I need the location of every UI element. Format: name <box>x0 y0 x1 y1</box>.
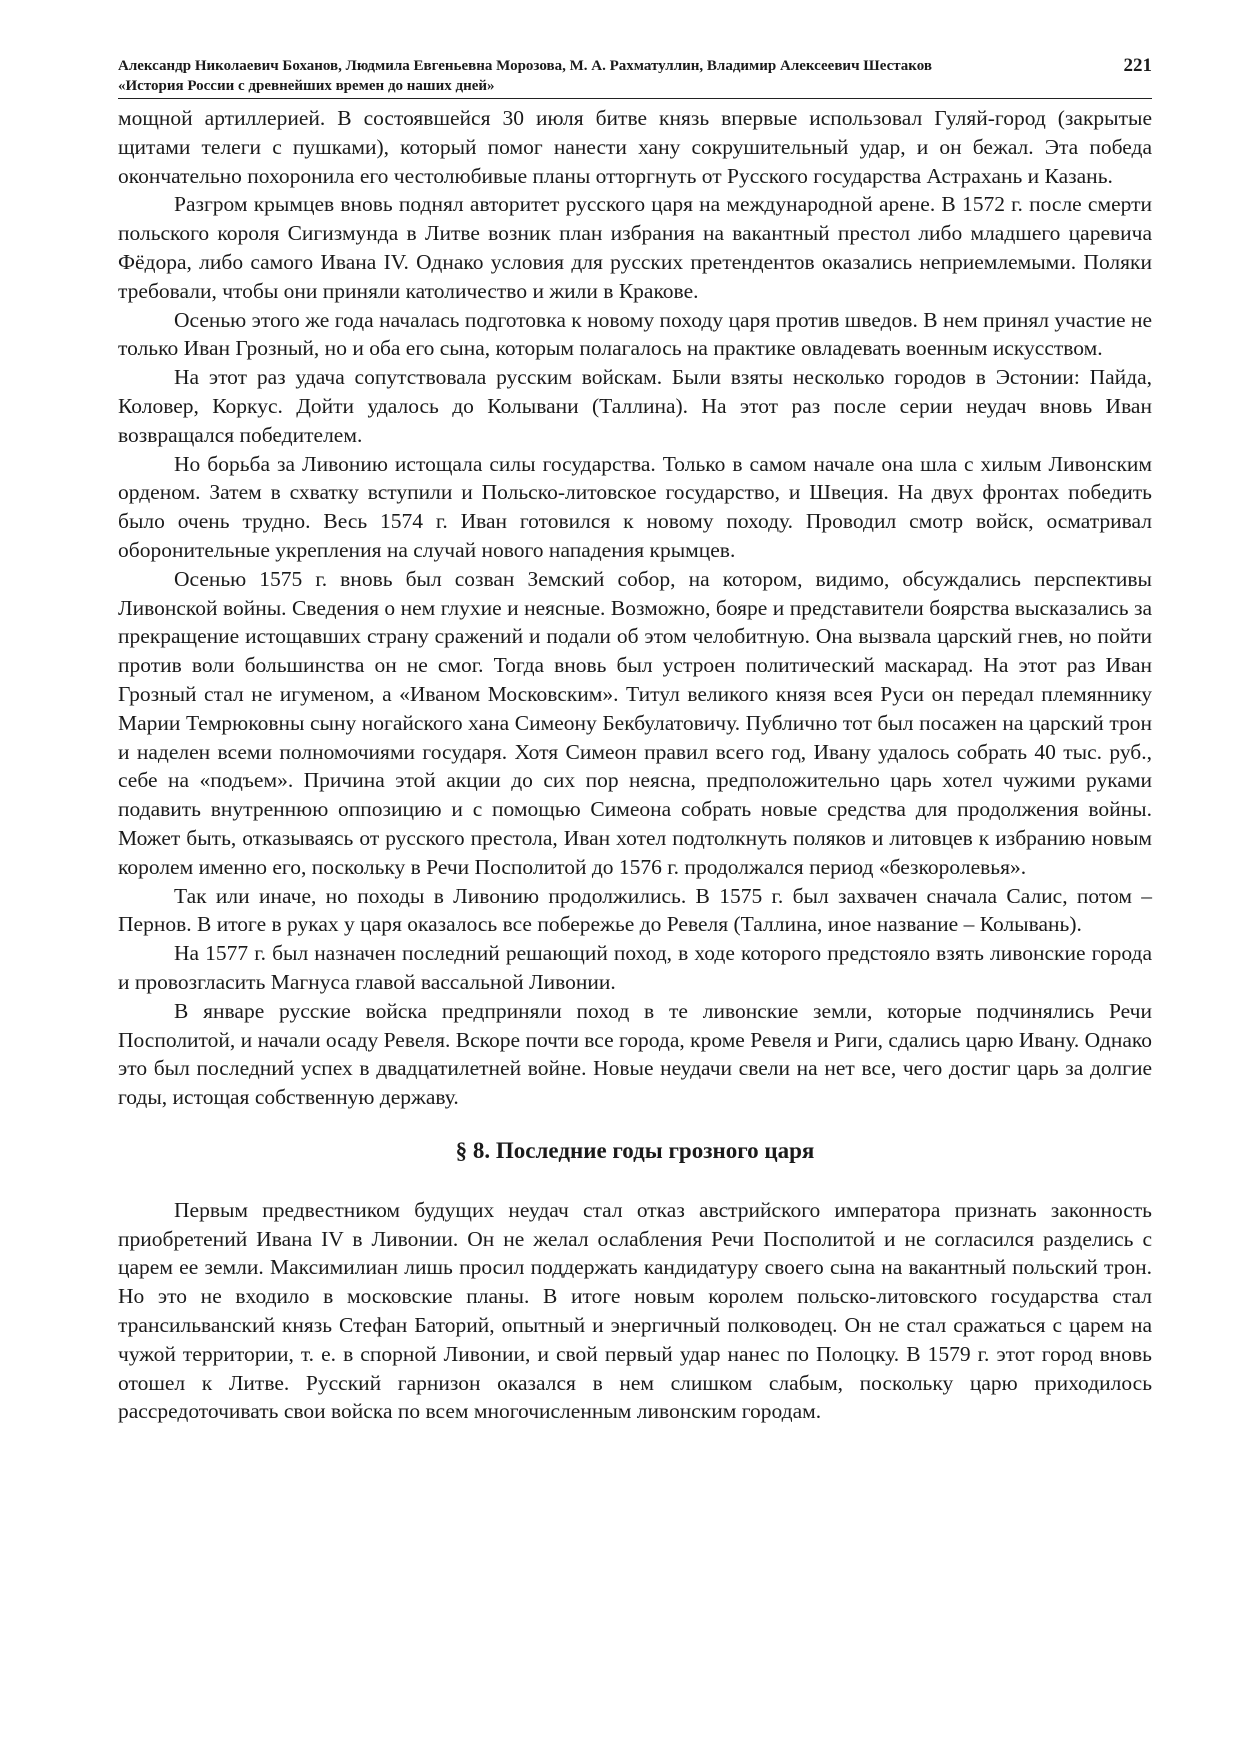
paragraphs-before <box>118 104 1152 1112</box>
page-number: 221 <box>1123 55 1152 76</box>
paragraph: В январе русские войска предприняли поход в те ливонские земли, которые подчинялись Речи Посполитой, и начали осаду Ревеля. Вскоре почти все города, кроме Ревеля и Риги, сдались царю Ивану. Однако это был последний успех в двадцатилетней войне. Новые неудачи свели на нет все, чего достиг царь за долгие годы, истощая собственную державу. <box>118 998 1152 1110</box>
paragraph: На 1577 г. был назначен последний решающий поход, в ходе которого предстояло взять ливонские города и провозгласить Магнуса главой вассальной Ливонии. <box>118 941 1152 994</box>
header-book-title: «История России с древнейших времен до наших дней» <box>118 78 495 94</box>
paragraph: Первым предвестником будущих неудач стал отказ австрийского императора признать законность приобретений Ивана IV в Ливонии. Он не желал ослабления Речи Посполитой и не согласился разделись с царем ее земли. Максимилиан лишь просил поддержать кандидатуру своего сына на вакантный польский трон. Но это не входило в московские планы. В итоге новым королем польско-литовского государства стал трансильванский князь Стефан Баторий, опытный и энергичный полководец. Он не стал сражаться с царем на чужой территории, т. е. в спорной Ливонии, и свой первый удар нанес по Полоцку. В 1579 г. этот город вновь отошел к Литве. Русский гарнизон оказался в нем слишком слабым, поскольку царю приходилось рассредоточивать свои войска по всем многочисленным ливонским городам. <box>118 1197 1152 1424</box>
paragraph: Осенью 1575 г. вновь был созван Земский собор, на котором, видимо, обсуждались перспективы Ливонской войны. Сведения о нем глухие и неясные. Возможно, бояре и представители боярства высказались за прекращение истощавших страну сражений и подали об этом челобитную. Она вызвала царский гнев, но пойти против воли большинства он не смог. Тогда вновь был устроен политический маскарад. На этот раз Иван Грозный стал не игуменом, а «Иваном Московским». Титул великого князя всея Руси он передал племяннику Марии Темрюковны сыну ногайского хана Симеону Бекбулатовичу. Публично тот был посажен на царский трон и наделен всеми полномочиями государя. Хотя Симеон правил всего год, Ивану удалось собрать 40 тыс. руб., себе на «подъем». Причина этой акции до сих пор неясна, предположительно царь хотел чужими руками подавить внутреннюю оппозицию и с помощью Симеона собрать новые средства для продолжения войны. Может быть, отказываясь от русского престола, Иван хотел подтолкнуть поляков и литовцев к избранию новым королем именно его, поскольку в Речи Посполитой до 1576 г. продолжался период «безкоролевья». <box>118 566 1152 879</box>
paragraph: мощной артиллерией. В состоявшейся 30 июля битве князь впервые использовал Гуляй-город (закрытые щитами телеги с пушками), который помог нанести хану сокрушительный удар, и он бежал. Эта победа окончательно похоронила его честолюбивые планы отторгнуть от Русского государства Астрахань и Казань. <box>118 106 1152 188</box>
section-title: § 8. Последние годы грозного царя <box>455 1137 815 1163</box>
paragraph: Так или иначе, но походы в Ливонию продолжились. В 1575 г. был захвачен сначала Салис, потом – Пернов. В итоге в руках у царя оказалось все побережье до Ревеля (Таллина, иное название – Колывань). <box>118 883 1152 937</box>
header-authors: Александр Николаевич Боханов, Людмила Евгеньевна Морозова, М. А. Рахматуллин, Владимир Алексеевич Шестаков <box>118 58 932 74</box>
paragraph: Но борьба за Ливонию истощала силы государства. Только в самом начале она шла с хилым Ливонским орденом. Затем в схватку вступили и Польско-литовское государство, и Швеция. На двух фронтах победить было очень трудно. Весь 1574 г. Иван готовился к новому походу. Проводил смотр войск, осматривал оборонительные укрепления на случай нового нападения крымцев. <box>118 451 1152 562</box>
running-header <box>118 56 1152 99</box>
paragraph: Осенью этого же года началась подготовка к новому походу царя против шведов. В нем принял участие не только Иван Грозный, но и оба его сына, которым полагалось на практике овладевать военным искусством. <box>118 307 1152 361</box>
paragraph: На этот раз удача сопутствовала русским войскам. Были взяты несколько городов в Эстонии: Пайда, Коловер, Коркус. Дойти удалось до Колывани (Таллина). На этот раз после серии неудач вновь Иван возвращался победителем. <box>118 365 1152 447</box>
body-text <box>118 104 1152 1426</box>
page <box>118 56 1152 1426</box>
paragraph: Разгром крымцев вновь поднял авторитет русского царя на международной арене. В 1572 г. после смерти польского короля Сигизмунда в Литве возник план избрания на вакантный престол либо младшего царевича Фёдора, либо самого Ивана IV. Однако условия для русских претендентов оказались неприемлемыми. Поляки требовали, чтобы они приняли католичество и жили в Кракове. <box>118 192 1152 303</box>
paragraphs-after <box>118 1196 1152 1426</box>
